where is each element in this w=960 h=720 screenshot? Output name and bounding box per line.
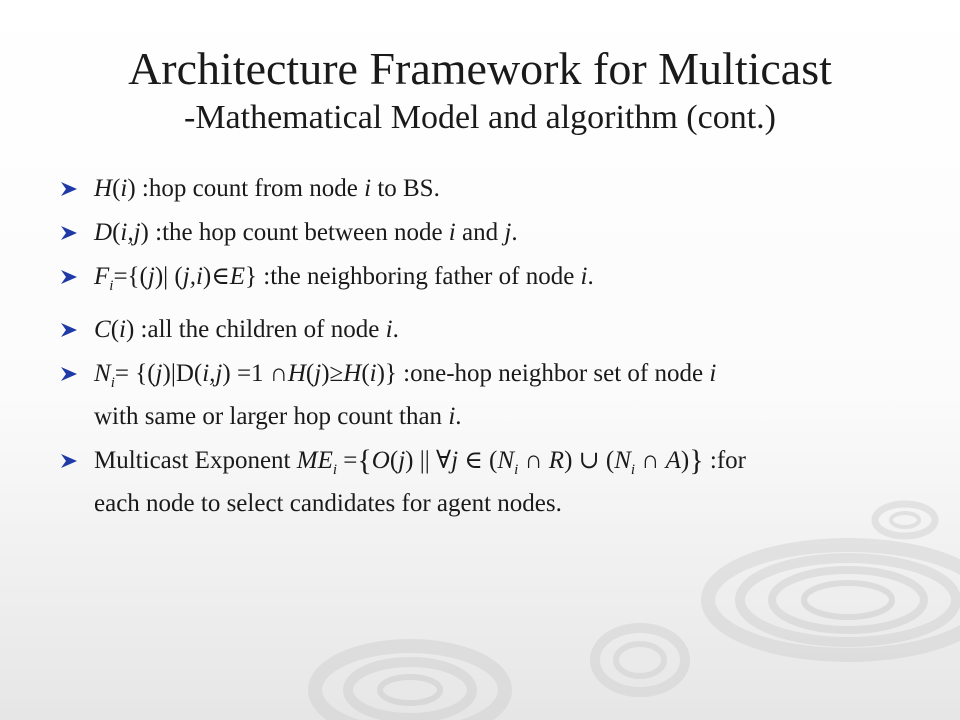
math-symbol: j,i xyxy=(182,263,203,290)
math-subscript: i xyxy=(514,462,519,478)
bullet-text: :for xyxy=(703,447,746,474)
math-symbol: C xyxy=(94,316,111,343)
bullet-text: to BS. xyxy=(371,175,440,202)
bullet-text: :all the children of node xyxy=(134,316,386,343)
math-text: )∈ xyxy=(202,263,230,290)
math-symbol: ME xyxy=(296,447,333,474)
math-text: ) ∪ ( xyxy=(564,447,615,474)
bullet-text: . xyxy=(455,403,462,430)
slide-subtitle: -Mathematical Model and algorithm (cont.) xyxy=(184,99,776,136)
math-symbol: i xyxy=(119,316,126,343)
math-text: )} xyxy=(376,360,397,387)
bullet-children xyxy=(60,313,880,347)
arrow-bullet-icon xyxy=(60,322,78,338)
math-symbol: i xyxy=(120,175,128,202)
math-subscript: i xyxy=(110,375,115,391)
math-symbol: i,j xyxy=(120,219,141,246)
math-symbol: O xyxy=(371,447,390,474)
math-text: || ∀ xyxy=(413,447,452,474)
math-symbol: j xyxy=(147,263,155,290)
bullet-hop-between xyxy=(60,216,880,250)
math-text: ( xyxy=(112,175,121,202)
math-symbol: i xyxy=(369,360,377,387)
math-text: ∩ xyxy=(635,447,666,474)
arrow-bullet-icon xyxy=(60,366,78,382)
bullet-text: . xyxy=(511,219,518,246)
bullet-text: Multicast Exponent xyxy=(94,447,297,474)
math-symbol: H xyxy=(94,175,113,202)
math-text: ∩ xyxy=(518,447,549,474)
math-symbol: R xyxy=(548,447,565,474)
math-text: ∈ ( xyxy=(458,447,498,474)
bullet-text: :one-hop neighbor set of node xyxy=(396,360,710,387)
bullet-text: :hop count from node xyxy=(135,175,365,202)
bullet-text: with same or larger hop count than xyxy=(94,403,449,430)
math-symbol: j xyxy=(398,447,406,474)
math-text: ( xyxy=(361,360,370,387)
math-symbol: E xyxy=(229,263,246,290)
math-text: ( xyxy=(389,447,399,474)
math-text: { xyxy=(357,444,372,477)
math-text: } xyxy=(245,263,258,290)
math-symbol: N xyxy=(614,447,631,474)
bullet-text: . xyxy=(587,263,594,290)
math-subscript: i xyxy=(109,278,114,294)
math-text: ) xyxy=(680,447,690,474)
math-symbol: j xyxy=(504,219,512,246)
arrow-bullet-icon xyxy=(60,225,78,241)
bullet-list xyxy=(60,172,880,531)
math-text: ) xyxy=(125,316,135,343)
math-text: ) xyxy=(140,219,149,246)
math-symbol: A xyxy=(665,447,681,474)
title-block xyxy=(0,40,960,138)
math-text: ={( xyxy=(113,263,148,290)
arrow-bullet-icon xyxy=(60,269,78,285)
math-symbol: i xyxy=(364,175,372,202)
bullet-neighbor-set xyxy=(60,357,880,434)
math-text: = {( xyxy=(114,360,156,387)
math-subscript: i xyxy=(332,462,338,478)
math-symbol: N xyxy=(94,360,111,387)
bullet-multicast-exponent xyxy=(60,444,880,521)
arrow-bullet-icon xyxy=(60,453,78,469)
math-text: ( xyxy=(305,360,315,387)
math-symbol: i,j xyxy=(202,360,223,387)
bullet-text: . xyxy=(392,316,399,343)
math-symbol: j xyxy=(451,447,459,474)
math-text: ) xyxy=(405,447,414,474)
math-text: = xyxy=(337,447,358,474)
multicast-exponent-formula xyxy=(357,444,703,487)
math-text: )|D( xyxy=(162,360,203,387)
math-symbol: i xyxy=(385,316,393,343)
math-text: ) xyxy=(127,175,136,202)
math-symbol: D xyxy=(94,219,113,246)
math-symbol: j xyxy=(314,360,322,387)
math-text: ( xyxy=(112,219,121,246)
math-symbol: F xyxy=(94,263,110,290)
math-symbol: i xyxy=(580,263,588,290)
math-text: } xyxy=(689,444,704,477)
math-subscript: i xyxy=(630,462,636,478)
math-symbol: j xyxy=(155,360,163,387)
math-text: )| ( xyxy=(154,263,183,290)
slide-title: Architecture Framework for Multicast xyxy=(128,43,832,94)
math-symbol: i xyxy=(448,219,456,246)
math-text: ( xyxy=(110,316,120,343)
math-symbol: H xyxy=(287,360,306,387)
math-symbol: i xyxy=(709,360,717,387)
arrow-bullet-icon xyxy=(60,181,78,197)
math-text: )≥ xyxy=(321,360,344,387)
math-symbol: H xyxy=(343,360,362,387)
bullet-text: :the hop count between node xyxy=(148,219,449,246)
bullet-father-set xyxy=(60,260,880,303)
math-text: ) =1 ∩ xyxy=(222,360,288,387)
math-symbol: N xyxy=(497,447,515,474)
bullet-text: each node to select candidates for agent nodes. xyxy=(94,490,562,517)
math-symbol: i xyxy=(448,403,456,430)
bullet-hop-count xyxy=(60,172,880,206)
bullet-text: :the neighboring father of node xyxy=(257,263,581,290)
bullet-text: and xyxy=(455,219,505,246)
